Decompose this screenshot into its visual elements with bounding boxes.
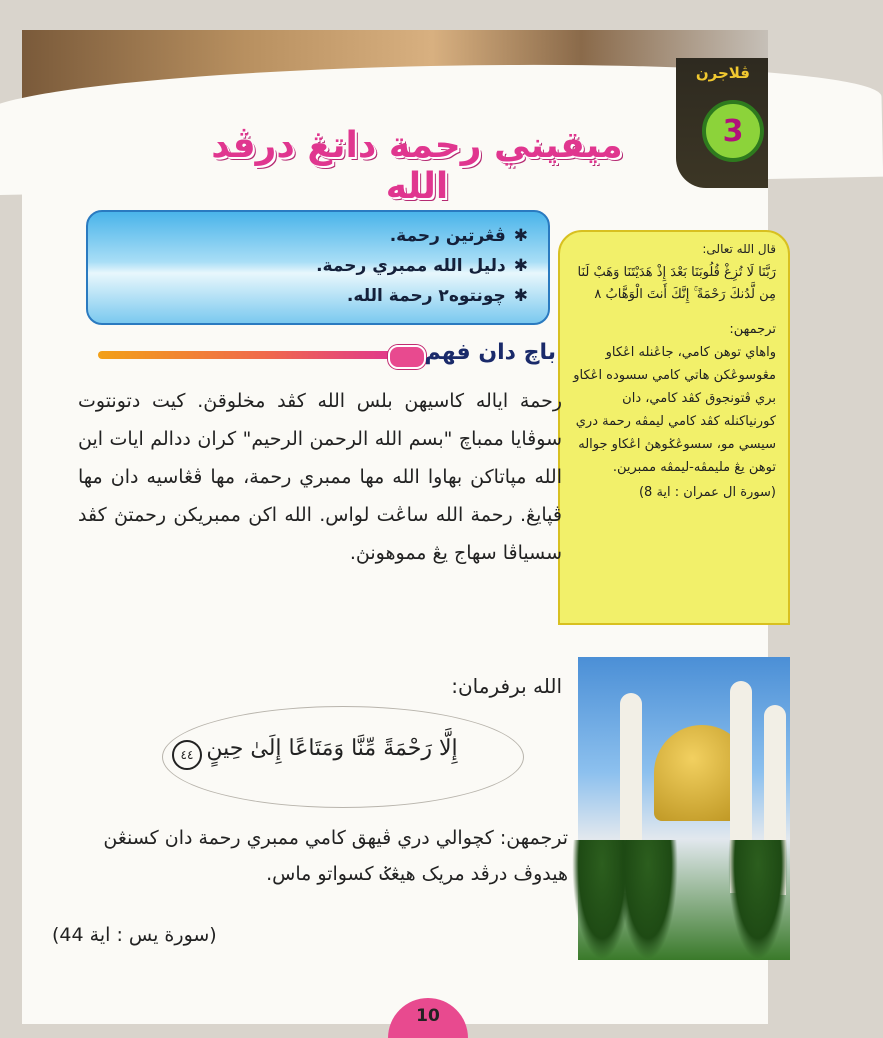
verse-box-reference: (سورة ال عمران : اية 8) [638,485,776,500]
unit-number-badge: 3 [702,100,764,162]
objective-item: ✱دليل الله ممبري رحمة. [316,256,528,276]
surah-reference: (سورة يس : اية 44) [52,924,217,946]
verse-box-arabic: رَبَّنَا لَا تُزِغْ قُلُوبَنَا بَعْدَ إِذْ هَدَيْتَنَا وَهَبْ لَنَا مِن لَّدُنكَ رَحْمَةً ۚ إِنَّكَ أَنتَ الْوَهَّابُ ٨ [577,265,776,302]
objective-item: ✱چونتوه٢ رحمة الله. [346,286,528,306]
verse-number-badge: ٤٤ [172,740,202,770]
body-paragraph: رحمة اياله كاسيهن بلس الله كڤد مخلوقڽ. كيت دتونتوت سوڤايا ممباچ "بسم الله الرحمن الرحيم" كران ددالم ايات اين الله مڽاتاكن بهاوا الله مها ممبري رحمة، مها ڤڠاسيه دان مها ڤڽايڠ. رحمة الله ساڠت لواس. الله اكن ممبريكن رحمتڽ كڤد سسياڤا سهاج يڠ مموهونڽ. [78,390,562,564]
learning-objectives-box [86,210,550,325]
verse-box-number: ٨ [594,287,602,302]
quran-verse-box [558,230,790,625]
page-number: 10 [388,998,468,1038]
palm-tree [618,840,678,960]
verse-box-translation-label: ترجمهن: [729,322,776,337]
asterisk-icon: ✱ [513,286,528,306]
quran-verse: إِلَّا رَحْمَةً مِّنَّا وَمَتَاعًا إِلَىٰ حِينٍ [206,736,458,761]
verse-translation: ترجمهن: كچوالي دري ڤيهق كامي ممبري رحمة دان كسنڠن هيدوڤ درڤد مريک هيڠݢ كسواتو ماس. [103,827,568,885]
mosque-photo [578,657,790,960]
asterisk-icon: ✱ [513,226,528,246]
verse-box-translation: واهاي توهن كامي، جاڠنله اڠكاو مڠوسوڠكن هاتي كامي سسوده اڠكاو بري ڤتونجوق كڤد كامي، دان كورنياكنله كڤد كامي ليمڤه رحمة دري سيسي مو، سسوڠݢوهڽ اڠكاو جواله توهن يڠ مليمڤه-ليمڤه ممبرين. [573,345,776,475]
verse-box-intro: قال الله تعالى: [702,242,776,256]
quran-intro: الله برفرمان: [451,674,562,698]
section-heading: باچ دان فهم [424,340,556,365]
unit-label: ڤلاجرن [695,64,750,82]
section-divider-bar [98,351,398,359]
page-title: ميقيني رحمة داتڠ درڤد الله [211,125,623,207]
textbook-page [22,30,776,1026]
asterisk-icon: ✱ [513,256,528,276]
objective-item: ✱ڤڠرتين رحمة. [389,226,528,246]
palm-tree [728,840,788,960]
